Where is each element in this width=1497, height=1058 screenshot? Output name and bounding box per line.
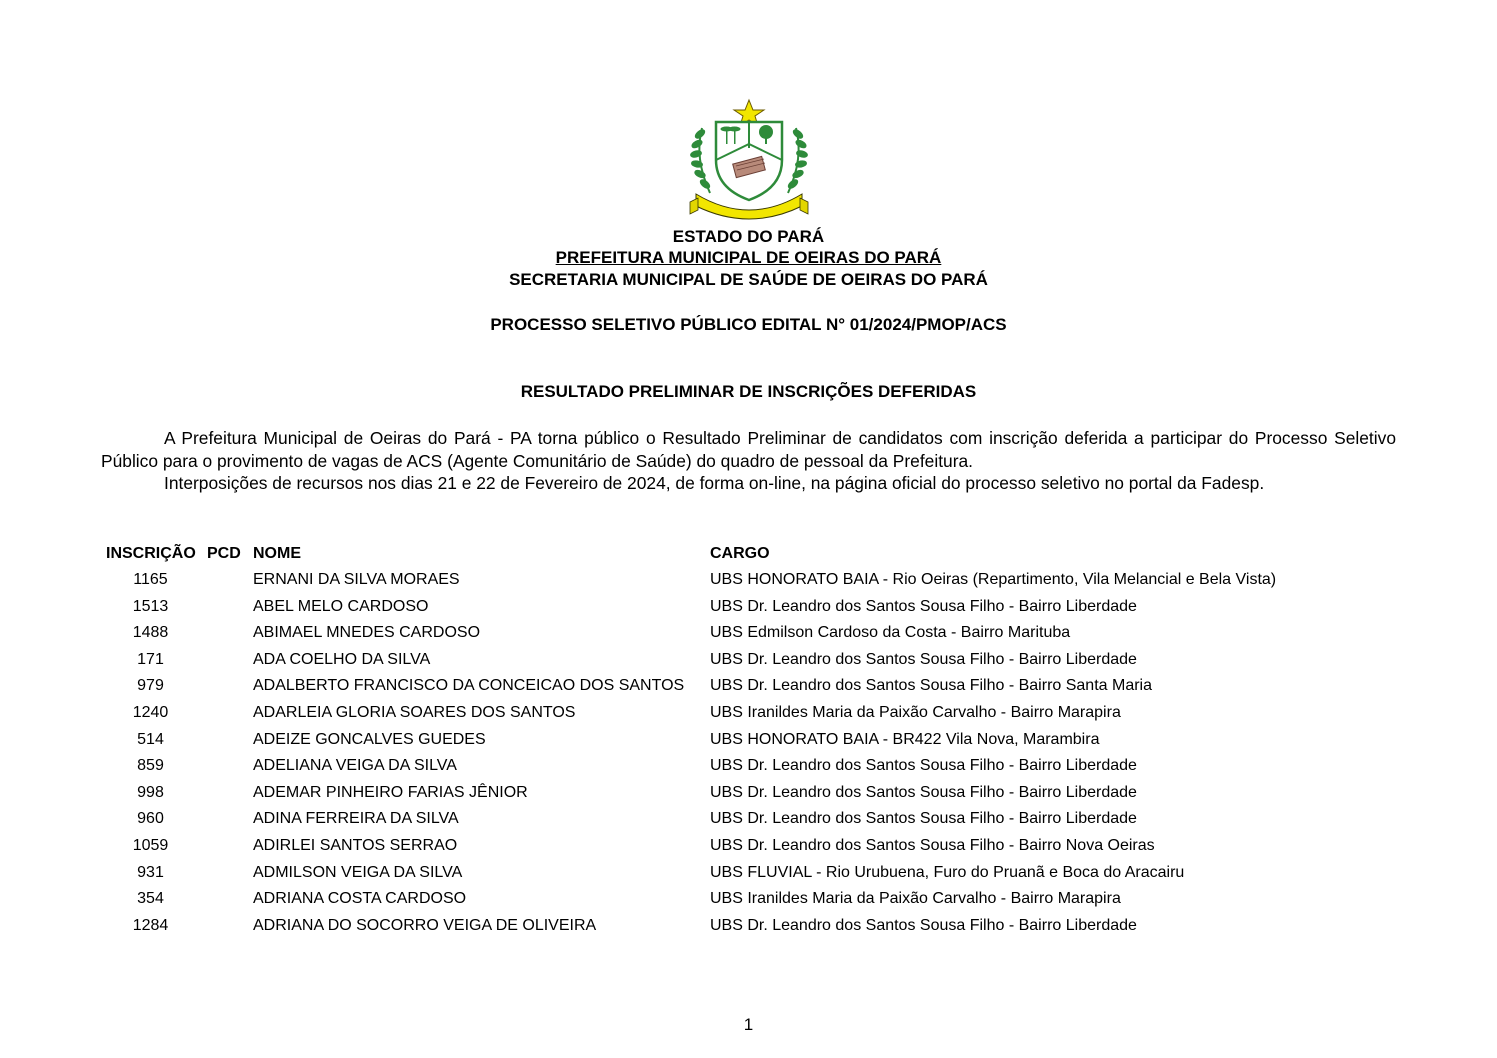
cell-nome: ADELIANA VEIGA DA SILVA [253, 757, 457, 775]
cell-nome: ADEIZE GONCALVES GUEDES [253, 730, 486, 748]
table-row [0, 886, 1497, 912]
cell-nome: ADMILSON VEIGA DA SILVA [253, 863, 463, 881]
cell-inscricao: 1513 [132, 597, 169, 615]
cell-nome: ADA COELHO DA SILVA [253, 650, 431, 668]
oeiras-do-para-coat-of-arms-icon [688, 98, 810, 222]
cell-inscricao: 514 [137, 730, 164, 748]
cell-nome: ADARLEIA GLORIA SOARES DOS SANTOS [253, 704, 576, 721]
paragraph-appeals: Interposições de recursos nos dias 21 e 22 de Fevereiro de 2024, de forma on-line, na página oficial do processo seletivo no portal da Fadesp. [164, 473, 1265, 493]
cell-inscricao: 1165 [133, 571, 168, 588]
cell-cargo: UBS Dr. Leandro dos Santos Sousa Filho - Bairro Liberdade [710, 783, 1137, 801]
laurel-right-icon [788, 128, 808, 193]
cell-cargo: UBS Dr. Leandro dos Santos Sousa Filho - Bairro Liberdade [710, 916, 1137, 934]
table-row [0, 620, 1497, 646]
cell-inscricao: 171 [137, 650, 164, 668]
page-number: 1 [743, 1015, 754, 1034]
cell-inscricao: 859 [137, 757, 164, 775]
cell-nome: ADRIANA DO SOCORRO VEIGA DE OLIVEIRA [253, 916, 597, 934]
column-header-nome: NOME [253, 545, 301, 562]
table-row [0, 647, 1497, 673]
intro-text [101, 427, 1396, 495]
cell-nome: ADINA FERREIRA DA SILVA [253, 810, 459, 828]
cell-nome: ADALBERTO FRANCISCO DA CONCEICAO DOS SANTOS [253, 677, 685, 695]
cell-cargo: UBS Dr. Leandro dos Santos Sousa Filho - Bairro Liberdade [710, 810, 1137, 828]
cell-nome: ABIMAEL MNEDES CARDOSO [253, 624, 481, 642]
cell-cargo: UBS Dr. Leandro dos Santos Sousa Filho - Bairro Liberdade [710, 650, 1137, 668]
table-row [0, 673, 1497, 699]
cell-inscricao: 1059 [132, 837, 169, 854]
cell-inscricao: 1284 [132, 916, 169, 934]
cell-cargo: UBS Dr. Leandro dos Santos Sousa Filho - Bairro Liberdade [710, 597, 1137, 615]
table-row [0, 594, 1497, 620]
process-title: PROCESSO SELETIVO PÚBLICO EDITAL N° 01/2024/PMOP/ACS [490, 315, 1007, 334]
table-row [0, 780, 1497, 806]
column-header-pcd: PCD [207, 545, 241, 562]
column-header-inscricao: INSCRIÇÃO [106, 545, 196, 562]
table-row [0, 727, 1497, 753]
table-row [0, 753, 1497, 779]
header-state: ESTADO DO PARÁ [672, 227, 825, 246]
cell-nome: ADIRLEI SANTOS SERRAO [253, 837, 458, 854]
table-row [0, 806, 1497, 832]
cell-cargo: UBS Dr. Leandro dos Santos Sousa Filho - Bairro Liberdade [710, 757, 1137, 775]
paragraph-announcement: A Prefeitura Municipal de Oeiras do Pará - PA torna público o Resultado Preliminar de candidatos com inscrição deferida a participar do Processo Seletivo Público para o provimento de vagas de ACS (Agente Comunitário de Saúde) do quadro de pessoal da Prefeitura. [101, 428, 1396, 471]
cell-inscricao: 1488 [132, 624, 169, 642]
cell-cargo: UBS FLUVIAL - Rio Urubuena, Furo do Pruanã e Boca do Aracairu [710, 863, 1185, 881]
table-row [0, 913, 1497, 939]
cell-inscricao: 931 [137, 863, 164, 881]
cell-nome: ABEL MELO CARDOSO [253, 597, 429, 615]
table-row [0, 567, 1497, 593]
document-title: RESULTADO PRELIMINAR DE INSCRIÇÕES DEFERIDAS [520, 382, 977, 401]
cell-cargo: UBS Edmilson Cardoso da Costa - Bairro Marituba [710, 624, 1071, 642]
cell-cargo: UBS Iranildes Maria da Paixão Carvalho - Bairro Marapira [710, 890, 1121, 908]
cell-inscricao: 354 [137, 890, 164, 908]
cell-nome: ADEMAR PINHEIRO FARIAS JÊNIOR [253, 783, 528, 801]
cell-inscricao: 1240 [132, 704, 169, 721]
cell-nome: ADRIANA COSTA CARDOSO [253, 890, 467, 908]
header-secretaria: SECRETARIA MUNICIPAL DE SAÚDE DE OEIRAS DO PARÁ [509, 270, 988, 289]
cell-inscricao: 960 [137, 810, 164, 828]
table-header [0, 541, 1497, 567]
cell-nome: ERNANI DA SILVA MORAES [253, 571, 460, 588]
cell-cargo: UBS HONORATO BAIA - Rio Oeiras (Repartimento, Vila Melancial e Bela Vista) [710, 571, 1277, 588]
header-prefeitura: PREFEITURA MUNICIPAL DE OEIRAS DO PARÁ [555, 248, 942, 267]
column-header-cargo: CARGO [710, 545, 770, 562]
cell-inscricao: 979 [137, 677, 164, 695]
cell-cargo: UBS HONORATO BAIA - BR422 Vila Nova, Marambira [710, 730, 1100, 748]
cell-cargo: UBS Dr. Leandro dos Santos Sousa Filho - Bairro Nova Oeiras [710, 837, 1155, 854]
cell-cargo: UBS Dr. Leandro dos Santos Sousa Filho - Bairro Santa Maria [710, 677, 1152, 695]
laurel-left-icon [691, 128, 711, 193]
cell-cargo: UBS Iranildes Maria da Paixão Carvalho - Bairro Marapira [710, 704, 1121, 721]
table-row [0, 833, 1497, 859]
table-row [0, 700, 1497, 726]
table-row [0, 860, 1497, 886]
cell-inscricao: 998 [137, 783, 164, 801]
